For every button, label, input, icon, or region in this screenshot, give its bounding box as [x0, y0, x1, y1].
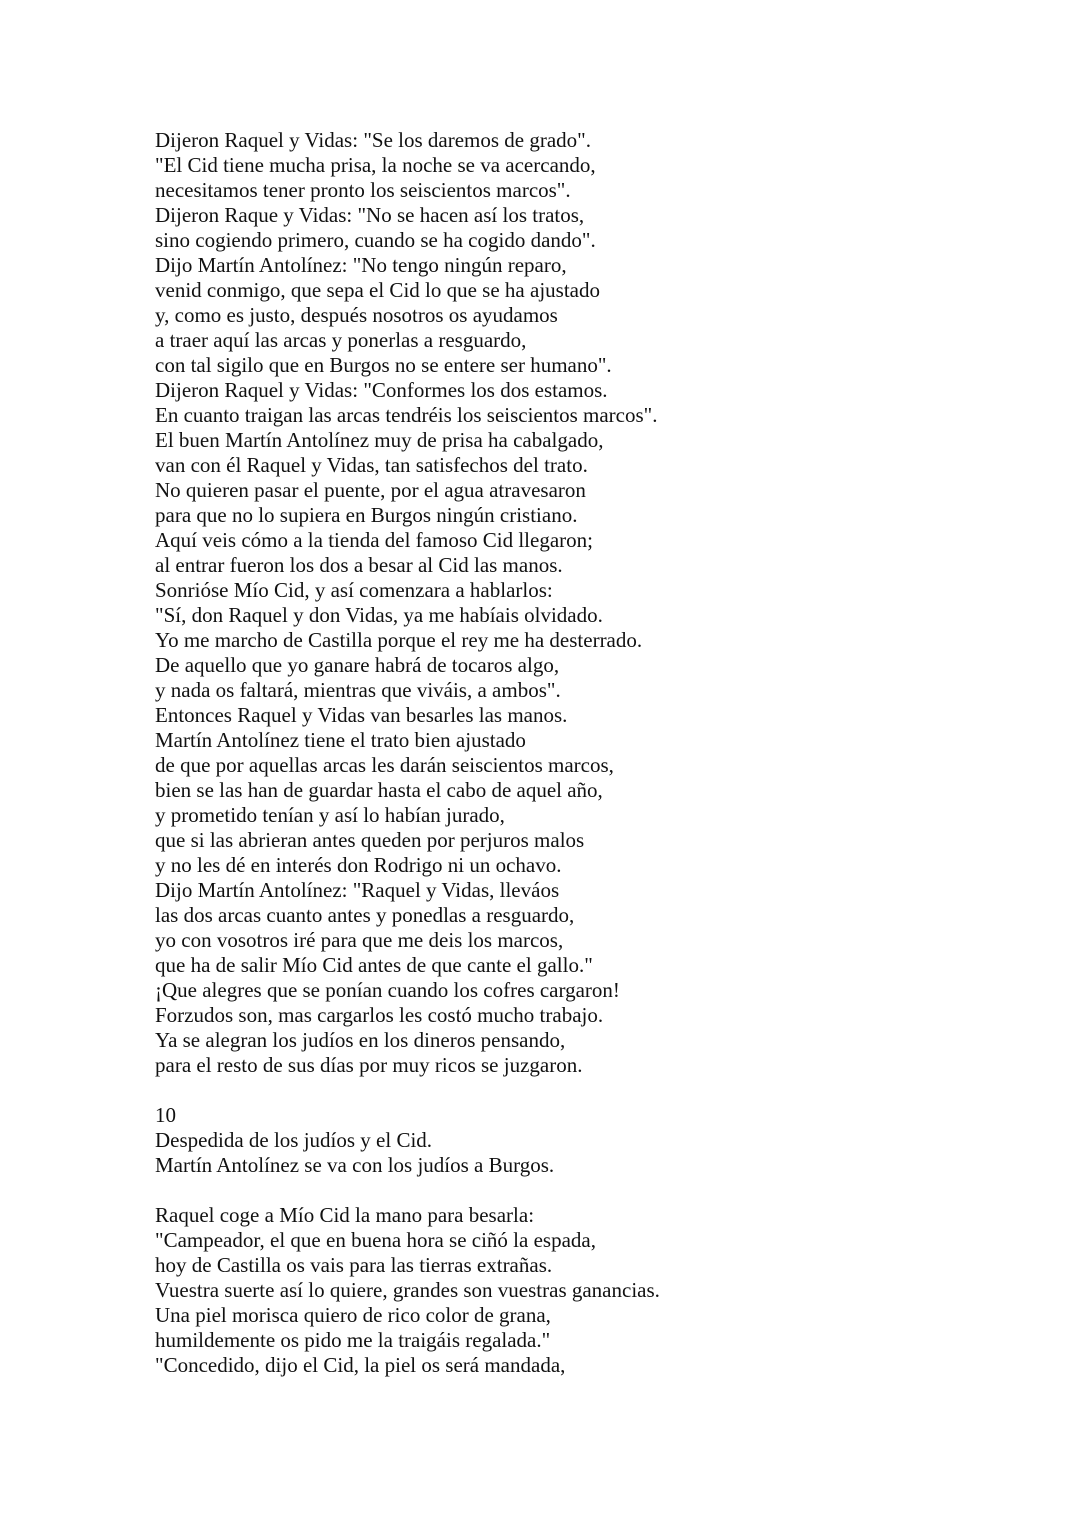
verse-line: necesitamos tener pronto los seiscientos marcos". — [155, 178, 571, 202]
verse-line: y nada os faltará, mientras que viváis, a ambos". — [155, 678, 561, 702]
verse-line: Dijo Martín Antolínez: "No tengo ningún reparo, — [155, 253, 567, 277]
verse-line: Aquí veis cómo a la tienda del famoso Cid llegaron; — [155, 528, 593, 552]
verse-line: hoy de Castilla os vais para las tierras extrañas. — [155, 1253, 553, 1277]
verse-line: para el resto de sus días por muy ricos se juzgaron. — [155, 1053, 583, 1077]
verse-line: Vuestra suerte así lo quiere, grandes son vuestras ganancias. — [155, 1278, 660, 1302]
verse-line: Dijo Martín Antolínez: "Raquel y Vidas, lleváos — [155, 878, 560, 902]
verse-line: El buen Martín Antolínez muy de prisa ha cabalgado, — [155, 428, 604, 452]
verse-line: y, como es justo, después nosotros os ayudamos — [155, 303, 558, 327]
verse-line: a traer aquí las arcas y ponerlas a resguardo, — [155, 328, 527, 352]
verse-line: No quieren pasar el puente, por el agua atravesaron — [155, 478, 586, 502]
section-heading-line: Martín Antolínez se va con los judíos a Burgos. — [155, 1153, 555, 1177]
verse-line: humildemente os pido me la traigáis regalada." — [155, 1328, 551, 1352]
verse-line: Dijeron Raquel y Vidas: "Conformes los dos estamos. — [155, 378, 608, 402]
verse-line: De aquello que yo ganare habrá de tocaros algo, — [155, 653, 560, 677]
verse-line: para que no lo supiera en Burgos ningún cristiano. — [155, 503, 578, 527]
verse-line: y no les dé en interés don Rodrigo ni un ochavo. — [155, 853, 562, 877]
section-number: 10 — [155, 1103, 176, 1127]
verse-line: que si las abrieran antes queden por perjuros malos — [155, 828, 585, 852]
verse-line: Martín Antolínez tiene el trato bien ajustado — [155, 728, 526, 752]
verse-line: con tal sigilo que en Burgos no se entere ser humano". — [155, 353, 612, 377]
verse-line: bien se las han de guardar hasta el cabo de aquel año, — [155, 778, 603, 802]
verse-line: Forzudos son, mas cargarlos les costó mucho trabajo. — [155, 1003, 604, 1027]
verse-line: sino cogiendo primero, cuando se ha cogido dando". — [155, 228, 596, 252]
verse-line: Una piel morisca quiero de rico color de grana, — [155, 1303, 551, 1327]
verse-line: de que por aquellas arcas les darán seiscientos marcos, — [155, 753, 614, 777]
verse-line: "Concedido, dijo el Cid, la piel os será mandada, — [155, 1353, 566, 1377]
verse-line: Ya se alegran los judíos en los dineros pensando, — [155, 1028, 566, 1052]
verse-line: Raquel coge a Mío Cid la mano para besarla: — [155, 1203, 535, 1227]
verse-line: "El Cid tiene mucha prisa, la noche se va acercando, — [155, 153, 596, 177]
verse-line: que ha de salir Mío Cid antes de que cante el gallo." — [155, 953, 593, 977]
verse-line: ¡Que alegres que se ponían cuando los cofres cargaron! — [155, 978, 620, 1002]
verse-line: y prometido tenían y así lo habían jurado, — [155, 803, 505, 827]
section-heading-line: Despedida de los judíos y el Cid. — [155, 1128, 433, 1152]
verse-line: al entrar fueron los dos a besar al Cid las manos. — [155, 553, 563, 577]
verse-line: "Sí, don Raquel y don Vidas, ya me habíais olvidado. — [155, 603, 603, 627]
verse-line: Yo me marcho de Castilla porque el rey me ha desterrado. — [155, 628, 643, 652]
stanza-b — [155, 1203, 1035, 1378]
verse-line: las dos arcas cuanto antes y ponedlas a resguardo, — [155, 903, 575, 927]
document-page — [155, 128, 1035, 1378]
verse-line: En cuanto traigan las arcas tendréis los seiscientos marcos". — [155, 403, 658, 427]
verse-line: Dijeron Raque y Vidas: "No se hacen así los tratos, — [155, 203, 585, 227]
stanza-a — [155, 128, 1035, 1078]
verse-line: "Campeador, el que en buena hora se ciñó la espada, — [155, 1228, 596, 1252]
section-header — [155, 1103, 1035, 1178]
verse-line: venid conmigo, que sepa el Cid lo que se ha ajustado — [155, 278, 600, 302]
verse-line: van con él Raquel y Vidas, tan satisfechos del trato. — [155, 453, 588, 477]
blank-line — [155, 1178, 1035, 1203]
verse-line: yo con vosotros iré para que me deis los marcos, — [155, 928, 564, 952]
verse-line: Sonrióse Mío Cid, y así comenzara a hablarlos: — [155, 578, 553, 602]
blank-line — [155, 1078, 1035, 1103]
verse-line: Dijeron Raquel y Vidas: "Se los daremos de grado". — [155, 128, 591, 152]
verse-line: Entonces Raquel y Vidas van besarles las manos. — [155, 703, 568, 727]
